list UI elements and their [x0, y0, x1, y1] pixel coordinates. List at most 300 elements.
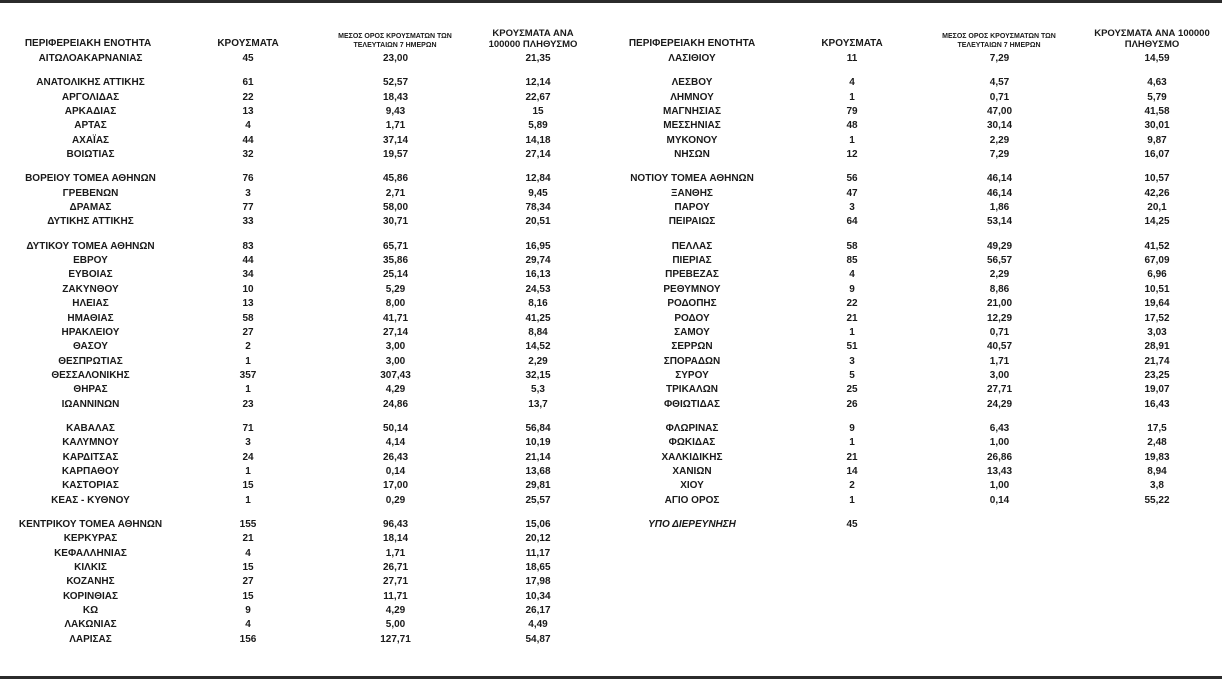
row-spacer: [612, 508, 1217, 518]
cases-cell: 79: [846, 106, 858, 118]
table-row: [612, 422, 1217, 436]
avg7-cell: 11,71: [383, 590, 408, 602]
header-region: ΠΕΡΙΦΕΡΕΙΑΚΗ ΕΝΟΤΗΤΑ: [628, 38, 756, 49]
per100k-cell: 21,14: [525, 451, 551, 463]
per100k-cell: 29,74: [525, 255, 551, 267]
region-cell: ΣΕΡΡΩΝ: [671, 341, 713, 353]
table-row: [8, 119, 608, 133]
table-row: [612, 201, 1217, 215]
avg7-cell: 30,71: [382, 216, 409, 228]
row-spacer: [612, 66, 1217, 76]
table-row: [8, 76, 608, 90]
table-row: [8, 52, 608, 66]
cases-cell: 2: [849, 480, 855, 492]
avg7-cell: 23,00: [382, 53, 409, 64]
avg7-cell: 5,29: [385, 283, 406, 295]
cases-cell: 357: [239, 369, 257, 381]
table-row: [8, 340, 608, 354]
table-row: [612, 494, 1217, 508]
per100k-cell: 5,3: [531, 384, 545, 396]
table-row: [8, 618, 608, 632]
table-row: [8, 575, 608, 589]
per100k-cell: 54,87: [525, 633, 551, 645]
region-cell: ΑΙΤΩΛΟΑΚΑΡΝΑΝΙΑΣ: [38, 53, 143, 64]
region-cell: ΚΕΦΑΛΛΗΝΙΑΣ: [54, 547, 127, 559]
avg7-cell: 49,29: [986, 240, 1013, 252]
avg7-cell: 35,86: [382, 255, 409, 267]
region-cell: ΕΒΡΟΥ: [73, 255, 108, 267]
cases-cell: 26: [846, 398, 858, 410]
cases-cell: 3: [245, 437, 251, 449]
per100k-cell: 16,43: [1144, 398, 1170, 410]
region-cell: ΞΑΝΘΗΣ: [671, 187, 713, 199]
cases-cell: 14: [846, 465, 858, 477]
per100k-cell: 10,19: [525, 437, 551, 449]
table-row: [8, 422, 608, 436]
avg7-cell: 30,14: [986, 120, 1013, 132]
table-row: [8, 561, 608, 575]
table-row: [612, 52, 1217, 66]
cases-cell: 34: [242, 269, 254, 281]
cases-cell: 27: [242, 576, 254, 588]
table-row: [612, 479, 1217, 493]
cases-cell: 85: [846, 255, 858, 267]
cases-cell: 33: [242, 216, 254, 228]
table-row: [8, 479, 608, 493]
avg7-cell: 4,14: [385, 437, 406, 449]
cases-cell: 22: [846, 298, 858, 310]
table-row: [8, 465, 608, 479]
avg7-cell: 52,57: [382, 77, 409, 89]
per100k-cell: 29,81: [525, 480, 551, 492]
region-cell: ΦΛΩΡΙΝΑΣ: [665, 422, 719, 434]
table-row: [8, 590, 608, 604]
per100k-cell: 24,53: [525, 283, 551, 295]
right-table-header: [612, 18, 1217, 52]
table-row: [612, 340, 1217, 354]
table-row: [612, 148, 1217, 162]
cases-cell: 4: [245, 619, 251, 631]
table-row: [8, 312, 608, 326]
cases-cell: 4: [245, 120, 251, 132]
region-cell: ΚΟΡΙΝΘΙΑΣ: [63, 590, 118, 602]
table-row: [8, 148, 608, 162]
table-row: [612, 436, 1217, 450]
per100k-cell: 13,68: [525, 465, 551, 477]
row-spacer: [612, 412, 1217, 422]
region-cell: ΜΑΓΝΗΣΙΑΣ: [662, 106, 721, 118]
table-row: [612, 518, 1217, 532]
left-table-header: [8, 18, 608, 52]
table-row: [612, 240, 1217, 254]
cases-cell: 13: [242, 298, 254, 310]
avg7-cell: 4,29: [385, 384, 406, 396]
region-cell: ΘΗΡΑΣ: [73, 384, 108, 396]
table-row: [8, 383, 608, 397]
table-row: [612, 283, 1217, 297]
table-row: [612, 297, 1217, 311]
table-row: [8, 518, 608, 532]
cases-cell: 61: [242, 77, 254, 89]
per100k-cell: 27,14: [525, 149, 551, 161]
region-cell: ΚΑΛΥΜΝΟΥ: [62, 437, 119, 449]
avg7-cell: 18,43: [382, 91, 409, 103]
per100k-cell: 30,01: [1144, 120, 1170, 132]
avg7-cell: 18,14: [382, 533, 409, 545]
cases-cell: 58: [846, 240, 858, 252]
region-cell: ΛΕΣΒΟΥ: [671, 77, 713, 89]
cases-cell: 83: [242, 240, 254, 252]
row-spacer: [612, 162, 1217, 172]
region-cell: ΔΥΤΙΚΟΥ ΤΟΜΕΑ ΑΘΗΝΩΝ: [26, 240, 155, 252]
region-cell: ΠΕΙΡΑΙΩΣ: [668, 216, 716, 228]
header-avg7: ΜΕΣΟΣ ΟΡΟΣ ΚΡΟΥΣΜΑΤΩΝ ΤΩΝ ΤΕΛΕΥΤΑΙΩΝ 7 ΗΜΕΡΩΝ: [338, 33, 452, 49]
region-cell: ΡΟΔΟΥ: [674, 312, 710, 324]
region-cell: ΗΜΑΘΙΑΣ: [67, 312, 114, 324]
right-table-body: [612, 52, 1217, 532]
cases-cell: 77: [242, 202, 254, 214]
table-row: [8, 436, 608, 450]
cases-cell: 64: [846, 216, 858, 228]
table-row: [8, 451, 608, 465]
table-row: [8, 268, 608, 282]
per100k-cell: 23,25: [1144, 369, 1170, 381]
per100k-cell: 10,57: [1144, 173, 1170, 185]
cases-cell: 1: [849, 437, 855, 449]
region-cell: ΦΩΚΙΔΑΣ: [668, 437, 716, 449]
table-row: [612, 254, 1217, 268]
region-cell: ΣΑΜΟΥ: [674, 326, 710, 338]
cases-cell: 1: [245, 384, 251, 396]
region-cell: ΛΑΡΙΣΑΣ: [69, 633, 112, 645]
region-cell: ΥΠΟ ΔΙΕΡΕΥΝΗΣΗ: [648, 518, 736, 530]
avg7-cell: 27,71: [986, 384, 1013, 396]
table-row: [8, 105, 608, 119]
cases-cell: 15: [242, 480, 254, 492]
per100k-cell: 16,95: [525, 240, 551, 252]
table-row: [8, 398, 608, 412]
avg7-cell: 1,71: [989, 355, 1010, 367]
region-cell: ΖΑΚΥΝΘΟΥ: [62, 283, 119, 295]
table-row: [8, 547, 608, 561]
table-row: [8, 172, 608, 186]
region-cell: ΚΑΣΤΟΡΙΑΣ: [62, 480, 119, 492]
cases-cell: 71: [242, 422, 254, 434]
header-region: ΠΕΡΙΦΕΡΕΙΑΚΗ ΕΝΟΤΗΤΑ: [24, 38, 152, 49]
cases-cell: 9: [849, 283, 855, 295]
avg7-cell: 1,71: [385, 120, 406, 132]
per100k-cell: 6,96: [1147, 269, 1167, 281]
cases-cell: 1: [245, 465, 251, 477]
cases-cell: 156: [239, 633, 257, 645]
cases-cell: 21: [242, 533, 254, 545]
region-cell: ΣΥΡΟΥ: [675, 369, 709, 381]
avg7-cell: 7,29: [989, 149, 1010, 161]
per100k-cell: 5,89: [528, 120, 548, 132]
cases-cell: 45: [846, 518, 858, 530]
per100k-cell: 2,48: [1147, 437, 1167, 449]
header-cases: ΚΡΟΥΣΜΑΤΑ: [217, 38, 279, 49]
region-cell: ΚΙΛΚΙΣ: [74, 562, 107, 573]
region-cell: ΧΑΝΙΩΝ: [672, 465, 712, 477]
avg7-cell: 2,29: [989, 269, 1010, 281]
per100k-cell: 26,17: [525, 605, 551, 617]
region-cell: ΝΗΣΩΝ: [674, 149, 710, 161]
per100k-cell: 17,98: [525, 576, 551, 588]
avg7-cell: 8,86: [989, 283, 1010, 295]
region-cell: ΚΕΝΤΡΙΚΟΥ ΤΟΜΕΑ ΑΘΗΝΩΝ: [18, 518, 163, 530]
per100k-cell: 17,52: [1144, 312, 1170, 324]
per100k-cell: 56,84: [525, 422, 551, 434]
table-row: [612, 119, 1217, 133]
region-cell: ΚΟΖΑΝΗΣ: [66, 576, 115, 588]
cases-cell: 15: [242, 562, 254, 573]
avg7-cell: 307,43: [380, 369, 411, 381]
avg7-cell: 46,14: [986, 187, 1013, 199]
per100k-cell: 14,59: [1144, 53, 1170, 64]
table-row: [612, 76, 1217, 90]
left-table: [8, 18, 608, 647]
right-table: [612, 18, 1217, 532]
avg7-cell: 37,14: [382, 134, 409, 146]
region-cell: ΓΡΕΒΕΝΩΝ: [62, 187, 119, 199]
table-row: [8, 187, 608, 201]
per100k-cell: 67,09: [1144, 255, 1170, 267]
cases-cell: 32: [242, 149, 254, 161]
cases-cell: 47: [846, 187, 858, 199]
per100k-cell: 8,94: [1147, 465, 1167, 477]
header-per100k: ΚΡΟΥΣΜΑΤΑ ΑΝΑ 100000 ΠΛΗΘΥΣΜΟ: [488, 28, 578, 50]
per100k-cell: 41,52: [1144, 240, 1170, 252]
avg7-cell: 0,14: [989, 494, 1010, 506]
region-cell: ΒΟΡΕΙΟΥ ΤΟΜΕΑ ΑΘΗΝΩΝ: [25, 173, 156, 185]
avg7-cell: 13,43: [986, 465, 1013, 477]
avg7-cell: 27,14: [382, 326, 409, 338]
avg7-cell: 65,71: [382, 240, 409, 252]
table-row: [8, 134, 608, 148]
table-row: [8, 91, 608, 105]
per100k-cell: 25,57: [525, 494, 551, 506]
avg7-cell: 58,00: [382, 202, 409, 214]
table-row: [8, 283, 608, 297]
region-cell: ΒΟΙΩΤΙΑΣ: [66, 149, 115, 161]
table-row: [612, 465, 1217, 479]
cases-cell: 4: [849, 77, 855, 89]
per100k-cell: 12,14: [525, 77, 551, 89]
avg7-cell: 24,86: [382, 398, 409, 410]
cases-cell: 3: [245, 187, 251, 199]
table-row: [8, 494, 608, 508]
cases-cell: 3: [849, 202, 855, 214]
per100k-cell: 3,03: [1147, 326, 1167, 338]
per100k-cell: 18,65: [525, 562, 551, 573]
avg7-cell: 8,00: [385, 298, 406, 310]
per100k-cell: 41,58: [1144, 106, 1170, 118]
per100k-cell: 55,22: [1144, 494, 1170, 506]
per100k-cell: 28,91: [1144, 341, 1170, 353]
region-cell: ΗΛΕΙΑΣ: [72, 298, 109, 310]
avg7-cell: 53,14: [986, 216, 1013, 228]
region-cell: ΙΩΑΝΝΙΝΩΝ: [61, 398, 120, 410]
table-row: [8, 254, 608, 268]
table-row: [8, 326, 608, 340]
cases-cell: 1: [849, 326, 855, 338]
per100k-cell: 78,34: [525, 202, 551, 214]
avg7-cell: 3,00: [989, 369, 1010, 381]
avg7-cell: 27,71: [382, 576, 409, 588]
row-spacer: [612, 230, 1217, 240]
region-cell: ΛΑΣΙΘΙΟΥ: [668, 53, 716, 64]
cases-cell: 45: [242, 53, 254, 64]
cases-cell: 15: [242, 590, 254, 602]
per100k-cell: 2,29: [528, 355, 548, 367]
per100k-cell: 19,64: [1144, 298, 1170, 310]
cases-cell: 9: [245, 605, 251, 617]
cases-cell: 1: [849, 134, 855, 146]
cases-cell: 11: [846, 53, 858, 64]
per100k-cell: 22,67: [525, 91, 551, 103]
table-row: [8, 633, 608, 647]
cases-cell: 25: [846, 384, 858, 396]
avg7-cell: 56,57: [986, 255, 1013, 267]
cases-cell: 1: [849, 494, 855, 506]
cases-cell: 10: [242, 283, 254, 295]
cases-cell: 4: [849, 269, 855, 281]
per100k-cell: 42,26: [1144, 187, 1170, 199]
avg7-cell: 1,86: [989, 202, 1010, 214]
per100k-cell: 16,13: [525, 269, 551, 281]
per100k-cell: 14,52: [525, 341, 551, 353]
per100k-cell: 17,5: [1147, 422, 1167, 434]
cases-cell: 13: [242, 106, 254, 118]
table-row: [8, 297, 608, 311]
region-cell: ΑΡΚΑΔΙΑΣ: [64, 106, 117, 118]
per100k-cell: 21,74: [1144, 355, 1170, 367]
avg7-cell: 2,29: [989, 134, 1010, 146]
cases-cell: 1: [849, 91, 855, 103]
region-cell: ΘΕΣΠΡΩΤΙΑΣ: [58, 355, 123, 367]
header-avg7: ΜΕΣΟΣ ΟΡΟΣ ΚΡΟΥΣΜΑΤΩΝ ΤΩΝ ΤΕΛΕΥΤΑΙΩΝ 7 ΗΜΕΡΩΝ: [942, 33, 1056, 49]
cases-cell: 9: [849, 422, 855, 434]
per100k-cell: 9,45: [528, 187, 548, 199]
avg7-cell: 24,29: [986, 398, 1013, 410]
cases-cell: 21: [846, 451, 858, 463]
table-row: [8, 355, 608, 369]
avg7-cell: 127,71: [380, 633, 411, 645]
per100k-cell: 14,18: [525, 134, 551, 146]
table-row: [612, 398, 1217, 412]
avg7-cell: 3,00: [385, 355, 406, 367]
avg7-cell: 2,71: [385, 187, 406, 199]
region-cell: ΜΕΣΣΗΝΙΑΣ: [663, 120, 721, 132]
cases-cell: 76: [242, 173, 254, 185]
table-row: [8, 201, 608, 215]
cases-cell: 1: [245, 355, 251, 367]
avg7-cell: 46,14: [986, 173, 1013, 185]
avg7-cell: 41,71: [382, 312, 409, 324]
per100k-cell: 4,49: [528, 619, 548, 631]
cases-cell: 2: [245, 341, 251, 353]
region-cell: ΠΡΕΒΕΖΑΣ: [665, 269, 719, 281]
table-row: [612, 134, 1217, 148]
per100k-cell: 8,84: [528, 326, 548, 338]
avg7-cell: 1,71: [385, 547, 406, 559]
table-row: [612, 326, 1217, 340]
cases-cell: 23: [242, 398, 254, 410]
region-cell: ΑΧΑΪΑΣ: [71, 134, 110, 146]
per100k-cell: 19,83: [1144, 451, 1170, 463]
table-row: [8, 604, 608, 618]
avg7-cell: 21,00: [986, 298, 1013, 310]
cases-cell: 51: [846, 341, 858, 353]
row-spacer: [8, 162, 608, 172]
region-cell: ΚΕΡΚΥΡΑΣ: [63, 533, 118, 545]
cases-cell: 48: [846, 120, 858, 132]
per100k-cell: 15,06: [525, 518, 551, 530]
avg7-cell: 0,14: [385, 465, 406, 477]
row-spacer: [8, 66, 608, 76]
region-cell: ΑΡΓΟΛΙΔΑΣ: [61, 91, 120, 103]
cases-cell: 44: [242, 255, 254, 267]
cases-cell: 4: [245, 547, 251, 559]
region-cell: ΑΡΤΑΣ: [74, 120, 107, 132]
region-cell: ΕΥΒΟΙΑΣ: [68, 269, 113, 281]
per100k-cell: 10,34: [525, 590, 551, 602]
avg7-cell: 7,29: [989, 53, 1010, 64]
cases-cell: 21: [846, 312, 858, 324]
row-spacer: [8, 508, 608, 518]
cases-cell: 5: [849, 369, 855, 381]
region-cell: ΛΑΚΩΝΙΑΣ: [64, 619, 117, 631]
row-spacer: [8, 412, 608, 422]
cases-cell: 56: [846, 173, 858, 185]
table-row: [8, 369, 608, 383]
cases-cell: 1: [245, 494, 251, 506]
region-cell: ΘΑΣΟΥ: [73, 341, 108, 353]
avg7-cell: 40,57: [986, 341, 1013, 353]
region-cell: ΚΑΡΔΙΤΣΑΣ: [62, 451, 119, 463]
avg7-cell: 26,43: [382, 451, 409, 463]
avg7-cell: 19,57: [382, 149, 409, 161]
region-cell: ΑΓΙΟ ΟΡΟΣ: [664, 494, 720, 506]
region-cell: ΠΙΕΡΙΑΣ: [672, 255, 712, 267]
region-cell: ΚΑΡΠΑΘΟΥ: [61, 465, 120, 477]
region-cell: ΜΥΚΟΝΟΥ: [666, 134, 718, 146]
table-row: [612, 215, 1217, 229]
region-cell: ΚΑΒΑΛΑΣ: [66, 422, 115, 434]
region-cell: ΛΗΜΝΟΥ: [670, 91, 714, 103]
cases-cell: 3: [849, 355, 855, 367]
avg7-cell: 3,00: [385, 341, 406, 353]
cases-cell: 155: [239, 518, 257, 530]
per100k-cell: 20,12: [525, 533, 551, 545]
region-cell: ΡΕΘΥΜΝΟΥ: [663, 283, 721, 295]
per100k-cell: 9,87: [1147, 134, 1167, 146]
table-row: [8, 215, 608, 229]
per100k-cell: 20,1: [1147, 202, 1167, 214]
table-row: [612, 105, 1217, 119]
per100k-cell: 13,7: [528, 398, 548, 410]
table-row: [612, 451, 1217, 465]
table-row: [612, 355, 1217, 369]
table-row: [8, 240, 608, 254]
cases-cell: 12: [846, 149, 858, 161]
table-row: [612, 268, 1217, 282]
avg7-cell: 4,57: [989, 77, 1010, 89]
left-table-body: [8, 52, 608, 647]
table-row: [612, 172, 1217, 186]
table-row: [612, 91, 1217, 105]
